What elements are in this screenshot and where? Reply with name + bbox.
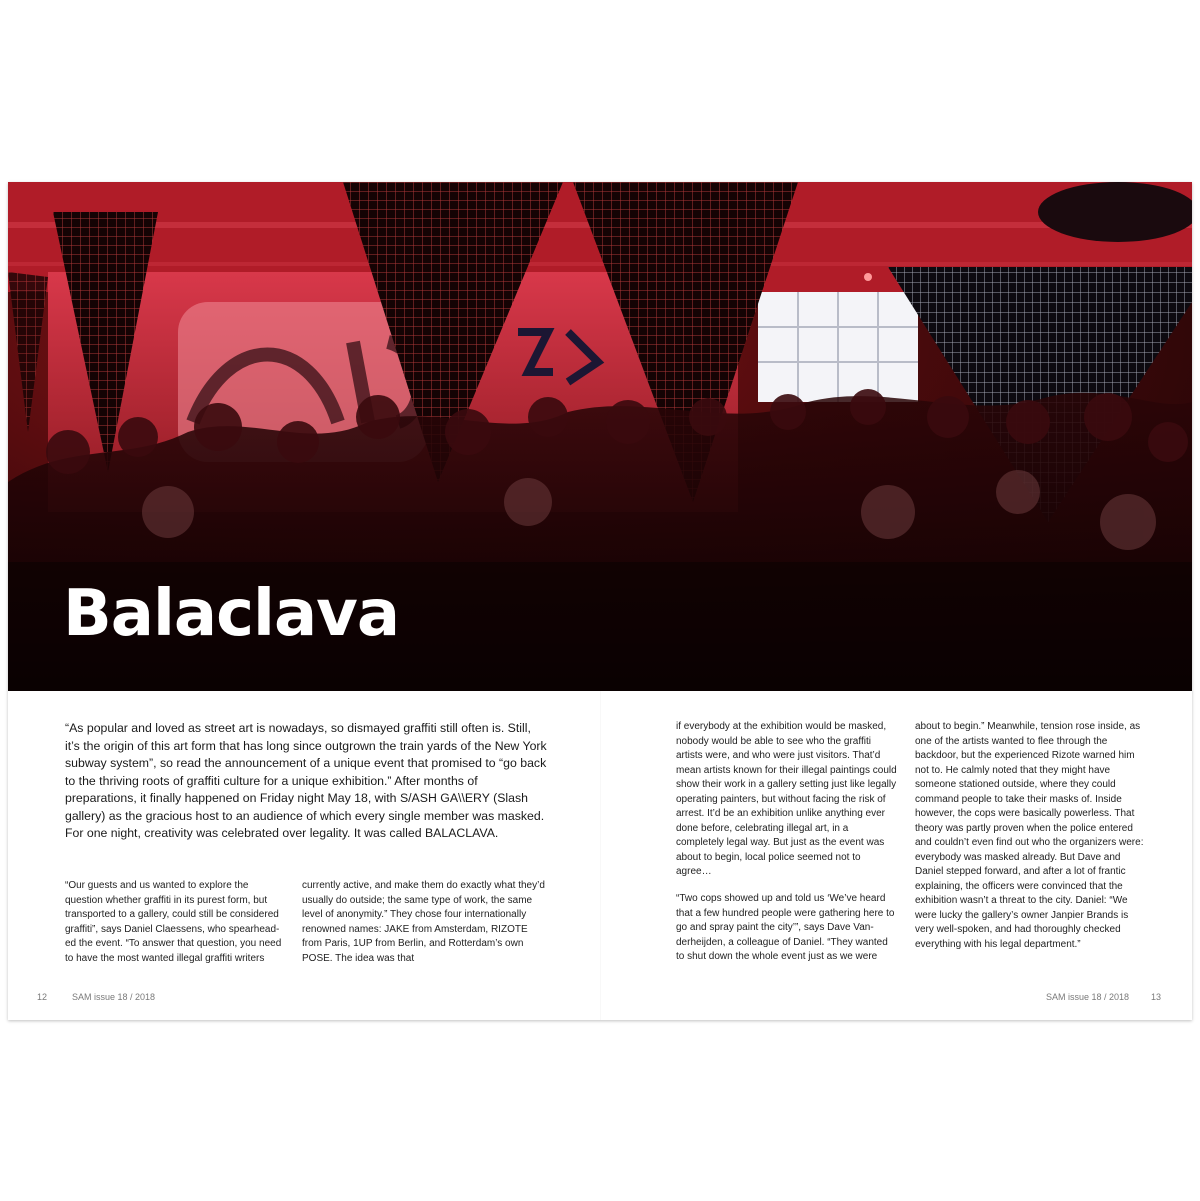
body-column-1: “Our guests and us wanted to explore the question whether graffiti in its purest form, but transported to a gallery, could still be considered graffiti”, says Daniel Claessens, who spearheaded the event. “To answer that question, you need to have the most wanted illegal graffiti writers [65, 880, 282, 964]
left-page-number: 12 [37, 992, 48, 1002]
magazine-spread [8, 182, 1192, 1020]
body-column-2: currently active, and make them do exactly what they’d usually do outside; the same type of work, the same level of anonymity.” They chose four internationally renowned names: JAKE from Amsterdam, RIZOTE from Paris, 1UP from Berlin, and Rotterdam’s own POSE. The idea was that [302, 880, 545, 964]
right-page-number: 13 [1151, 992, 1162, 1002]
right-issue-label: SAM issue 18 / 2018 [1046, 992, 1130, 1002]
body-column-3-continued: “Two cops showed up and told us ‘We’ve heard that a few hundred people were gathering here to go and spray paint the city’”, says Dave Vanderheijden, a colleague of Daniel. “They wanted to shut down the whole event just as we were [676, 893, 895, 962]
body-column-4: about to begin.” Meanwhile, tension rose inside, as one of the artists wanted to flee through the backdoor, but the experienced Rizote warned him not to. He calmly noted that they might have someone stationed outside, where they could command people to take their masks of. Inside however, the cops were basically powerless. That theory was partly proven when the police entered and couldn’t even find out who the organizers were: everybody was masked already. But Dave and Daniel stepped forward, and after a lot of frantic explaining, the officers were convinced that the exhibition wasn’t a threat to the city. Daniel: “We were lucky the gallery’s owner Janpier Brands is very well-spoken, and had thoroughly checked everything with his legal department.” [915, 721, 1144, 950]
article-title: Balaclava [63, 577, 400, 651]
lead-paragraph: “As popular and loved as street art is nowadays, so dismayed graffiti still often is. Still, it’s the origin of this art form that has long since outgrown the train yards of the New York subway system”, so read the announcement of a unique event that promised to “go back to the thriving roots of graffiti culture for a unique exhibition.” After months of preparations, it finally happened on Friday night May 18, with S/ASH GA\\ERY (Slash gallery) as the gracious host to an audience of which every single member was masked. For one night, creativity was celebrated over legality. It was called BALACLAVA. [65, 721, 547, 840]
left-issue-label: SAM issue 18 / 2018 [72, 992, 156, 1002]
body-column-3: if everybody at the exhibition would be masked, nobody would be able to see who the graffiti artists were, and who were just visitors. That’d mean artists known for their illegal paintings could show their work in a gallery setting just like legally operating painters, but without facing the risk of arrest. It’d be an exhibition unlike anything ever done before, celebrating illegal art, in a completely legal way. But just as the event was about to begin, local police seemed not to agree… [676, 721, 897, 877]
event-photo [8, 182, 1192, 691]
